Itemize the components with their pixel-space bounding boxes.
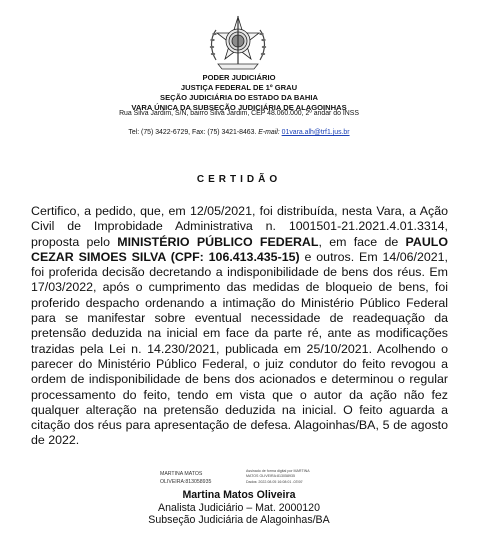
email-label: E-mail: [258,129,280,136]
body-text-2: , em face de [318,234,406,249]
stamp-detail-line: Dados: 2022.08.05 16:08:01 -03'00' [246,479,303,484]
contact-phones: Tel: (75) 3422-6729, Fax: (75) 3421-8463. [128,129,257,136]
certidao-body [31,204,448,449]
digital-signature-stamp [160,470,240,486]
stamp-line: OLIVEIRA:813058935 [160,479,212,485]
email-link[interactable]: 01vara.alh@trf1.jus.br [281,129,350,136]
defendant-name: PAULO CEZAR SIMOES SILVA (CPF: 106.413.435-15) [31,234,448,264]
court-header [0,73,478,113]
signer-unit: Subseção Judiciária de Alagoinhas/BA [148,514,330,526]
body-text-3: e outros. Em 14/06/2021, foi proferida decisão decretando a indisponibilidade de bens dos réus. Em 17/03/2022, após o cumprimento das medidas de bloqueio de bens, foi proferido despacho ordenando a intimação do Ministério Público Federal para se manifestar sobre eventual necessidade de readequação da pretensão deduzida na inicial em face da parte ré, ante as modificações trazidas pela Lei n. 14.230/2021, publicada em 25/10/2021. Acolhendo o parecer do Ministério Público Federal, o juiz condutor do feito revogou a ordem de indisponibilidade de bens dos acionados e determinou o regular processamento do feito, tendo em vista que o autor da ação não fez qualquer alteração na pretensão deduzida na inicial. O feito aguarda a citação dos réus para apresentação de defesa. Alagoinhas/BA, 5 de agosto de 2022. [31,249,448,448]
signer-role: Analista Judiciário – Mat. 2000120 [158,502,320,514]
stamp-detail-line: Assinado de forma digital por MARTINA [246,469,310,473]
header-line-poder: PODER JUDICIÁRIO [202,73,276,82]
body-text-1: Certifico, a pedido, que, em 12/05/2021, foi distribuída, nesta Vara, a Ação Civil de Improbidade Administrativa n. 1001501-21.2021.4.01.3314, proposta pelo [31,204,448,249]
court-address: Rua Silva Jardim, S/N, bairro Silva Jardim, CEP 48.060.000, 2º andar do INSS [119,110,359,117]
stamp-line: MARTINA MATOS [160,471,203,477]
brasao-republica-icon [206,14,270,72]
plaintiff-name: MINISTÉRIO PÚBLICO FEDERAL [117,234,319,249]
header-line-vara: VARA ÚNICA DA SUBSEÇÃO JUDICIÁRIA DE ALAGOINHAS [131,103,347,112]
digital-signature-details [246,469,356,485]
stamp-detail-line: MATOS OLIVEIRA:813058935 [246,474,296,479]
signer-name: Martina Matos Oliveira [182,489,296,501]
document-title: CERTIDÃO [196,174,282,185]
header-line-secao: SEÇÃO JUDICIÁRIA DO ESTADO DA BAHIA [160,93,318,102]
court-contact [0,128,478,138]
header-line-justica: JUSTIÇA FEDERAL DE 1º GRAU [180,83,298,92]
